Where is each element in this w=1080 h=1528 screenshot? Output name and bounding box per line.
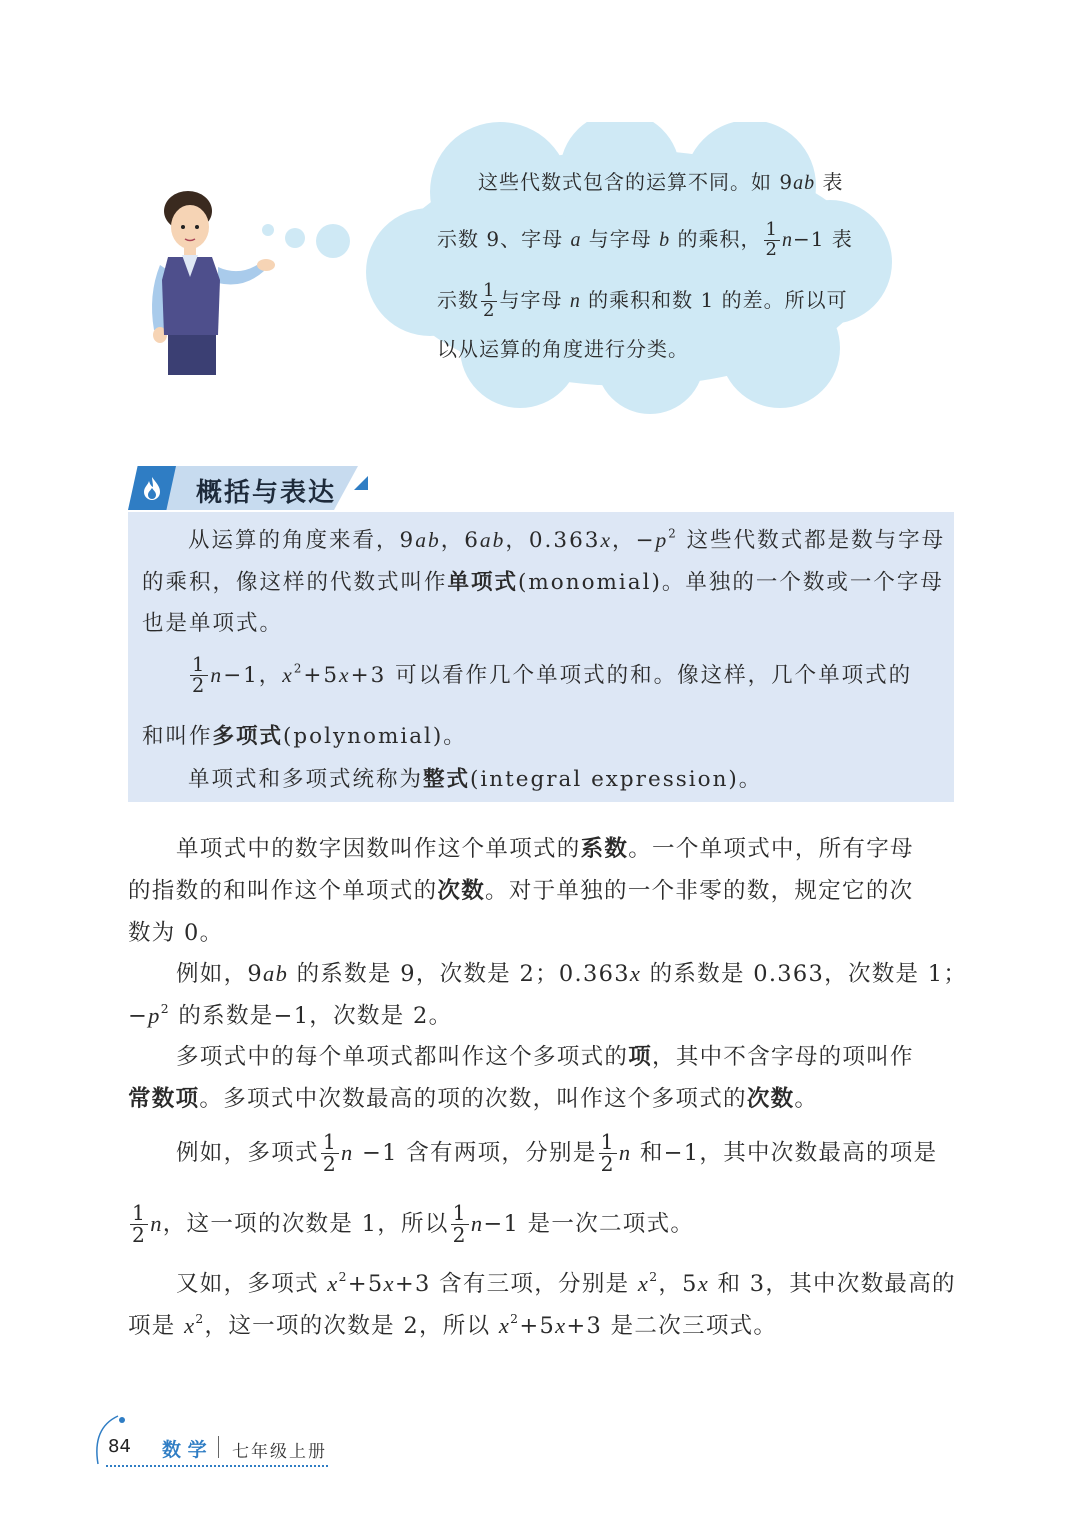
section-corner-mark <box>354 476 368 490</box>
body-p3-line2: 常数项。多项式中次数最高的项的次数，叫作这个多项式的次数。 <box>128 1086 819 1112</box>
page-number: 84 <box>108 1436 131 1457</box>
definition-p2-line2: 和叫作多项式(polynomial)。 <box>142 724 467 749</box>
thought-bubble <box>360 122 900 414</box>
body-p5-line2: 项是 $x^2$，这一项的次数是 2，所以 $x^2+5x+3$ 是二次三项式。 <box>128 1312 778 1339</box>
body-p1-line1: 单项式中的数字因数叫作这个单项式的系数。一个单项式中，所有字母 <box>176 836 914 862</box>
footer-grade: 七年级上册 <box>232 1442 327 1462</box>
body-p5-line1: 又如，多项式 $x^2+5x+3$ 含有三项，分别是 $x^2$，5x 和 3，其中次数最高的 <box>176 1270 956 1297</box>
thought-dot <box>285 228 305 248</box>
bubble-line-4: 以从运算的角度进行分类。 <box>437 337 689 361</box>
definition-p1-line2: 的乘积，像这样的代数式叫作单项式(monomial)。单独的一个数或一个字母 <box>142 570 944 595</box>
body-p2-line1: 例如，9ab 的系数是 9，次数是 2；0.363x 的系数是 0.363，次数是 1； <box>176 961 968 987</box>
bubble-line-3: 示数 $\frac{1}{2}$ 与字母 n 的乘积和数 1 的差。所以可 <box>437 280 848 321</box>
definition-box <box>128 512 954 802</box>
bubble-line-1: 这些代数式包含的运算不同。如 9ab 表 <box>478 170 844 194</box>
footer-dotted-rule <box>106 1465 328 1467</box>
definition-p3-line1: 单项式和多项式统称为整式(integral expression)。 <box>188 767 763 792</box>
body-p4-line1: 例如，多项式 $\frac{1}{2}$ n −1 含有两项，分别是 $\frac{1}{2}$ n 和−1，其中次数最高的项是 <box>176 1130 938 1177</box>
thought-dot <box>316 224 350 258</box>
body-p4-line2: $\frac{1}{2}$ n，这一项的次数是 1，所以 $\frac{1}{2}$ n−1 是一次二项式。 <box>132 1201 695 1248</box>
body-p2-line2: $-p^2$ 的系数是−1，次数是 2。 <box>128 1002 453 1029</box>
bubble-line-2: 示数 9、字母 a 与字母 b 的乘积， $\frac{1}{2}$ n−1 表 <box>437 219 853 260</box>
body-p3-line1: 多项式中的每个单项式都叫作这个多项式的项，其中不含字母的项叫作 <box>176 1044 914 1070</box>
definition-p1-line3: 也是单项式。 <box>142 611 284 636</box>
footer-subject: 数 学 <box>162 1439 207 1461</box>
definition-p2-line1: $\frac{1}{2}$ n−1，$x^2+5x+3$ 可以看作几个单项式的和。像这样，几个单项式的 <box>192 653 913 698</box>
body-p1-line3: 数为 0。 <box>128 920 224 946</box>
thought-dot <box>262 224 274 236</box>
definition-p1-line1: 从运算的角度来看，9ab，6ab，0.363x，$-p^2$ 这些代数式都是数与字母 <box>188 526 946 553</box>
section-title: 概括与表达 <box>196 478 337 508</box>
section-header <box>128 466 374 510</box>
footer-divider <box>218 1436 219 1458</box>
body-p1-line2: 的指数的和叫作这个单项式的次数。对于单独的一个非零的数，规定它的次 <box>128 878 914 904</box>
student-illustration <box>140 185 290 375</box>
flame-icon <box>138 474 166 502</box>
